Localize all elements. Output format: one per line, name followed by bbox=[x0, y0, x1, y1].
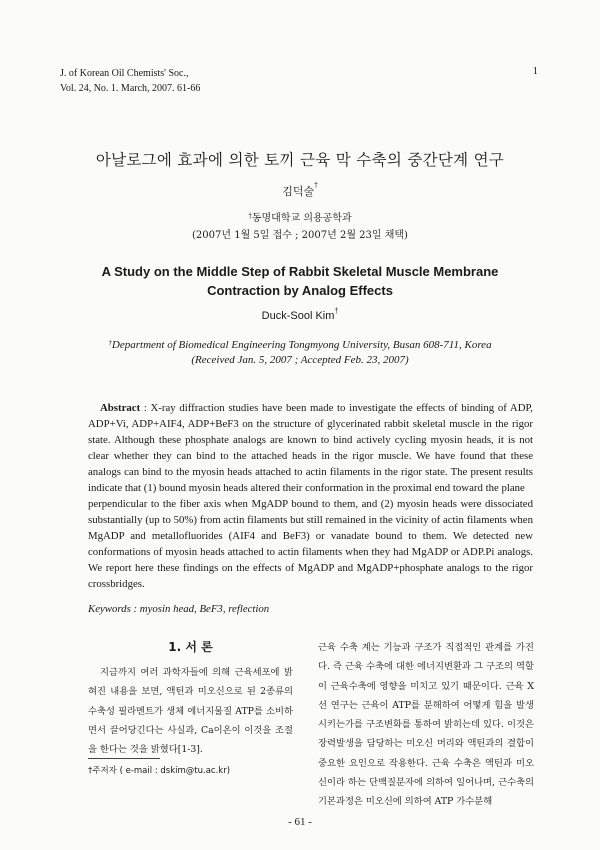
abstract-para-1 bbox=[88, 400, 533, 496]
journal-line-2: Vol. 24, No. 1. March, 2007. 61-66 bbox=[60, 83, 201, 94]
english-author-dagger: † bbox=[334, 308, 339, 315]
english-author-name: Duck-Sool Kim bbox=[261, 310, 335, 322]
journal-line-1: J. of Korean Oil Chemists' Soc., bbox=[60, 68, 189, 79]
keywords: Keywords : myosin head, BeF3, reflection bbox=[88, 603, 270, 615]
intro-paragraph-left: 지금까지 여러 과학자들에 의해 근육세포에 밝혀진 내용을 보면, 액틴과 미오신으로 된 2종류의 수축성 필라멘트가 생체 에너지물질 ATP를 소비하면서 끌어당긴다는 사실과, Ca이온이 이것을 조절을 한다는 것을 밝혔다[1-3]. bbox=[88, 667, 293, 756]
korean-author bbox=[0, 183, 600, 199]
department-dagger: † bbox=[108, 339, 112, 347]
footnote-divider bbox=[88, 758, 160, 759]
english-department-line bbox=[0, 338, 600, 353]
korean-affiliation bbox=[0, 210, 600, 244]
english-title bbox=[0, 262, 600, 300]
abstract bbox=[88, 400, 533, 592]
english-title-line-1: A Study on the Middle Step of Rabbit Skeletal Muscle Membrane bbox=[101, 264, 499, 279]
left-column bbox=[88, 638, 293, 759]
english-title-line-2: Contraction by Analog Effects bbox=[207, 283, 393, 298]
footnote: †주저자 ( e-mail : dskim@tu.ac.kr) bbox=[88, 766, 231, 776]
korean-affiliation-text: 동명대학교 의용공학과 bbox=[251, 213, 352, 224]
corner-page-number: 1 bbox=[532, 66, 538, 77]
english-department-text: Department of Biomedical Engineering Tongmyong University, Busan 608-711, Korea bbox=[111, 339, 492, 351]
section-heading: 1. 서 론 bbox=[168, 640, 213, 654]
korean-dates: (2007년 1월 5일 접수 ; 2007년 2월 23일 채택) bbox=[192, 230, 408, 241]
english-author bbox=[0, 310, 600, 322]
korean-affiliation-line bbox=[0, 210, 600, 227]
intro-paragraph-right: 근육 수축 계는 기능과 구조가 직접적인 관계를 가진다. 즉 근육 수축에 대한 에너지변환과 그 구조의 역할이 근육수축에 영향을 미치고 있기 때문이다. 근육 X선 연구는 근육이 ATP를 분해하여 어떻게 힘을 발생시키는가를 구조변화를 통하여 밝히는데 있다. 이것은 장력발생을 담당하는 미오신 머리와 액틴과의 결합이 중요한 요인으로 작용한다. 근육 수축은 액틴과 미오신이라 하는 단백질분자에 의하여 일어나며, 근수축의 기본과정은 미오신에 의하여 ATP 가수분해 bbox=[318, 642, 534, 808]
affiliation-dagger: † bbox=[248, 212, 252, 220]
abstract-label: Abstract bbox=[100, 402, 141, 414]
korean-author-name: 김덕술 bbox=[282, 185, 315, 198]
english-dates: (Received Jan. 5, 2007 ; Accepted Feb. 23, 2007) bbox=[191, 354, 409, 366]
author-dagger: † bbox=[314, 181, 318, 189]
right-column bbox=[318, 638, 534, 812]
abstract-text-1: : X-ray diffraction studies have been made to investigate the effects of binding of ADP, ADP+Vi, ADP+AIF4, ADP+BeF3 on the structure of glycerinated rabbit skeletal muscle in the rigor state. Although these phosphate analogs are known to bind actively cycling myosin heads, it is not clear whether they can bind to the attached heads in the rigor muscle. We have found that these analogs can bind to the myosin heads attached to actin filaments in the rigor state. The present results indicate that (1) bound myosin heads altered their conformation in the proximal end toward the plane bbox=[88, 402, 533, 494]
abstract-para-2: perpendicular to the fiber axis when MgADP bound to them, and (2) myosin heads were dissociated substantially (up to 50%) from actin filaments but still remained in the vicinity of actin filaments when MgADP and metallofluorides (AIF4 and BeF3) or vanadate bound to them. We detected new conformations of myosin heads attached to actin filaments when they had MgADP or ADP.Pi analogs. We report here these findings on the effects of MgADP and MgADP+phosphate analogs to the rigor crossbridges. bbox=[88, 498, 533, 590]
korean-title: 아날로그에 효과에 의한 토끼 근육 막 수축의 중간단계 연구 bbox=[95, 151, 505, 169]
english-department bbox=[0, 338, 600, 368]
page-number: - 61 - bbox=[288, 816, 312, 828]
journal-citation bbox=[60, 66, 200, 96]
